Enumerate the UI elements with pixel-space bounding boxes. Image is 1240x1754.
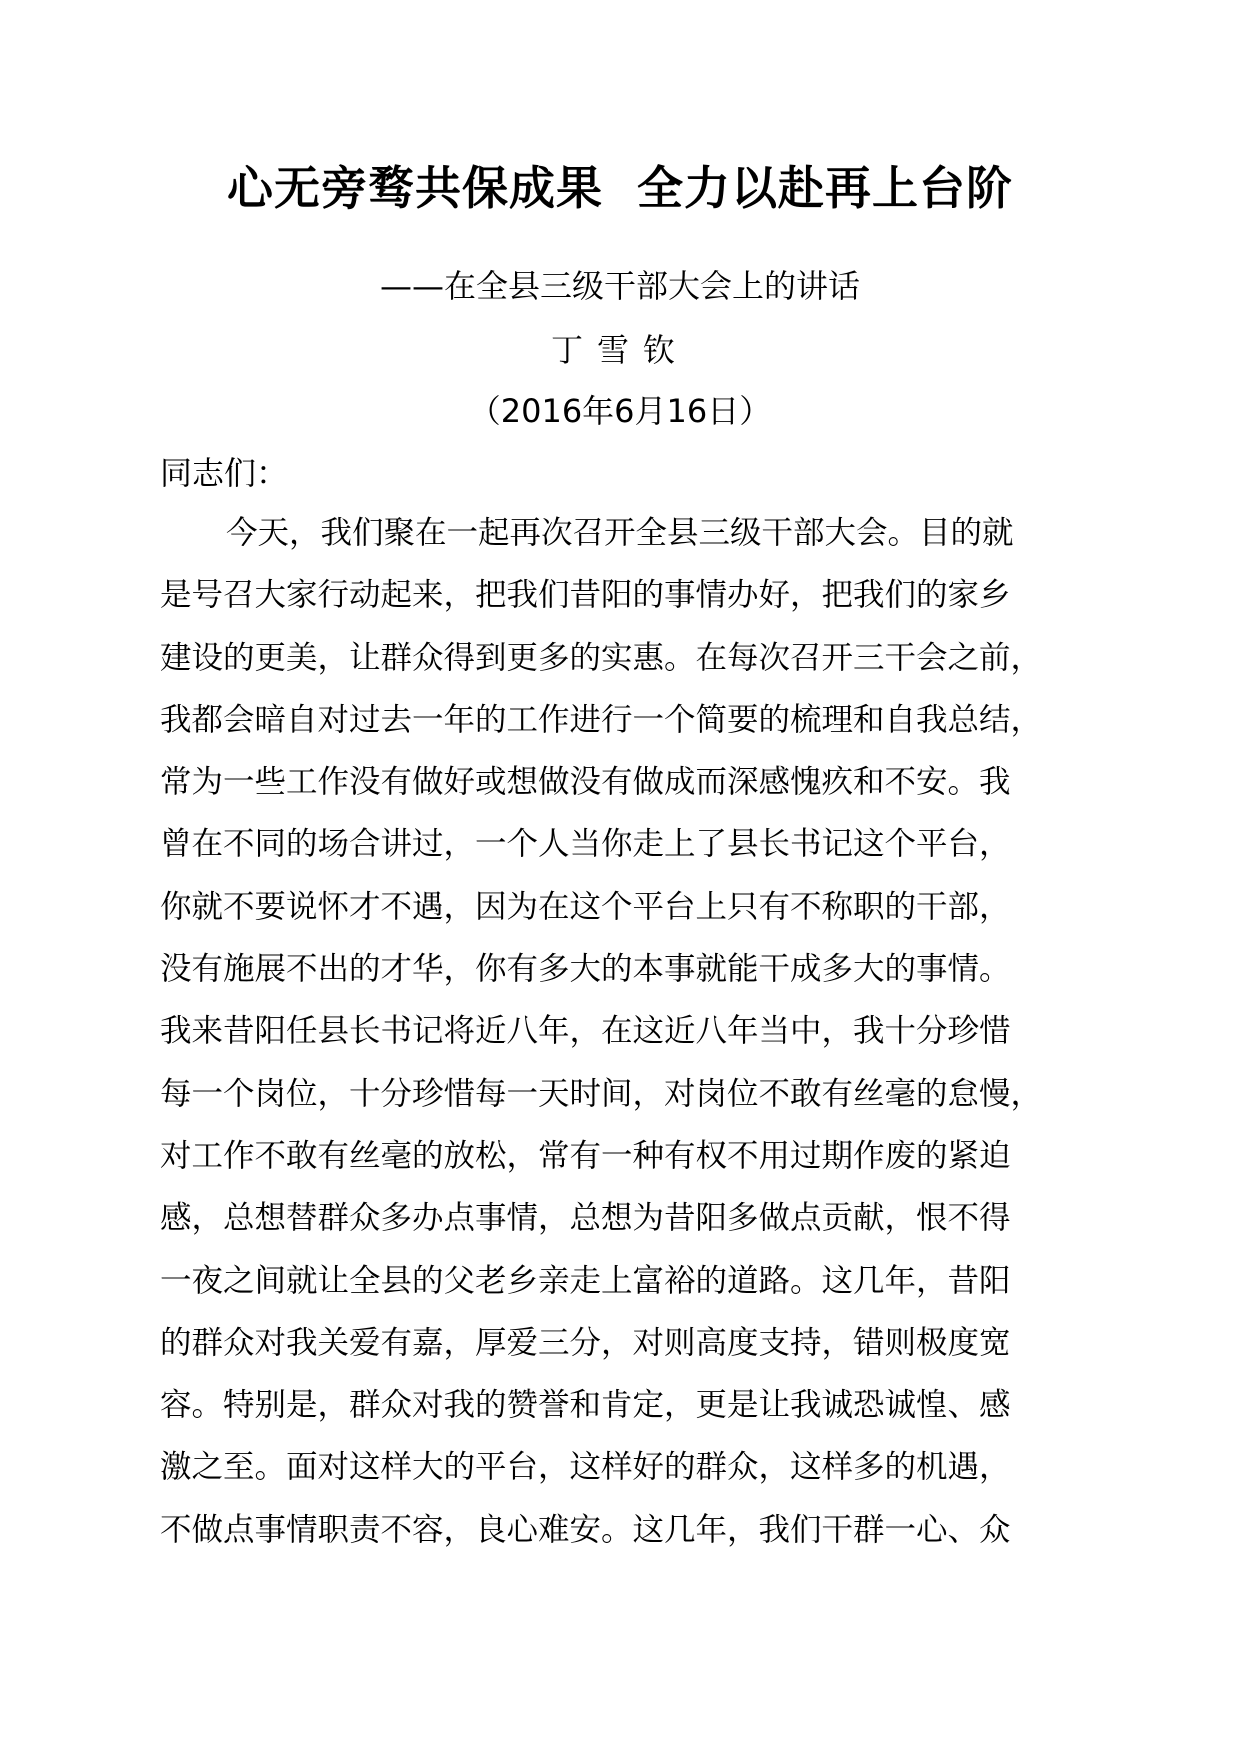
body-line: 没有施展不出的才华，你有多大的本事就能干成多大的事情。 xyxy=(160,951,1011,988)
body-line: 不做点事情职责不容，良心难安。这几年，我们干群一心、众 xyxy=(160,1511,1011,1548)
body-line: 容。特别是，群众对我的赞誉和肯定，更是让我诚恐诚惶、感 xyxy=(160,1387,1011,1424)
body-line: 一夜之间就让全县的父老乡亲走上富裕的道路。这几年，昔阳 xyxy=(160,1262,1011,1299)
speech-date: （2016年6月16日） xyxy=(468,392,772,430)
body-line: 感，总想替群众多办点事情，总想为昔阳多做点贡献，恨不得 xyxy=(160,1200,1011,1237)
document-subtitle: ——在全县三级干部大会上的讲话 xyxy=(379,267,860,305)
body-line: 曾在不同的场合讲过，一个人当你走上了县长书记这个平台， xyxy=(160,826,1011,863)
author-name: 丁雪钦 xyxy=(550,331,689,369)
body-line: 我来昔阳任县长书记将近八年，在这近八年当中，我十分珍惜 xyxy=(160,1013,1011,1050)
body-line: 我都会暗自对过去一年的工作进行一个简要的梳理和自我总结， xyxy=(160,701,1043,738)
body-line: 是号召大家行动起来，把我们昔阳的事情办好，把我们的家乡 xyxy=(160,577,1011,614)
body-line: 激之至。面对这样大的平台，这样好的群众，这样多的机遇， xyxy=(160,1449,1011,1486)
body-line: 的群众对我关爱有嘉，厚爱三分，对则高度支持，错则极度宽 xyxy=(160,1324,1011,1361)
body-paragraph xyxy=(160,513,1090,1572)
body-line: 今天，我们聚在一起再次召开全县三级干部大会。目的就 xyxy=(226,515,1014,551)
body-line: 你就不要说怀才不遇，因为在这个平台上只有不称职的干部， xyxy=(160,888,1011,925)
body-line: 建设的更美，让群众得到更多的实惠。在每次召开三干会之前， xyxy=(160,639,1043,676)
body-line: 常为一些工作没有做好或想做没有做成而深感愧疚和不安。我 xyxy=(160,764,1011,801)
document-title: 心无旁骛共保成果 全力以赴再上台阶 xyxy=(226,161,1014,215)
body-line: 每一个岗位，十分珍惜每一天时间，对岗位不敢有丝毫的怠慢， xyxy=(160,1075,1043,1112)
body-line: 对工作不敢有丝毫的放松，常有一种有权不用过期作废的紧迫 xyxy=(160,1137,1011,1174)
salutation: 同志们： xyxy=(160,454,289,492)
